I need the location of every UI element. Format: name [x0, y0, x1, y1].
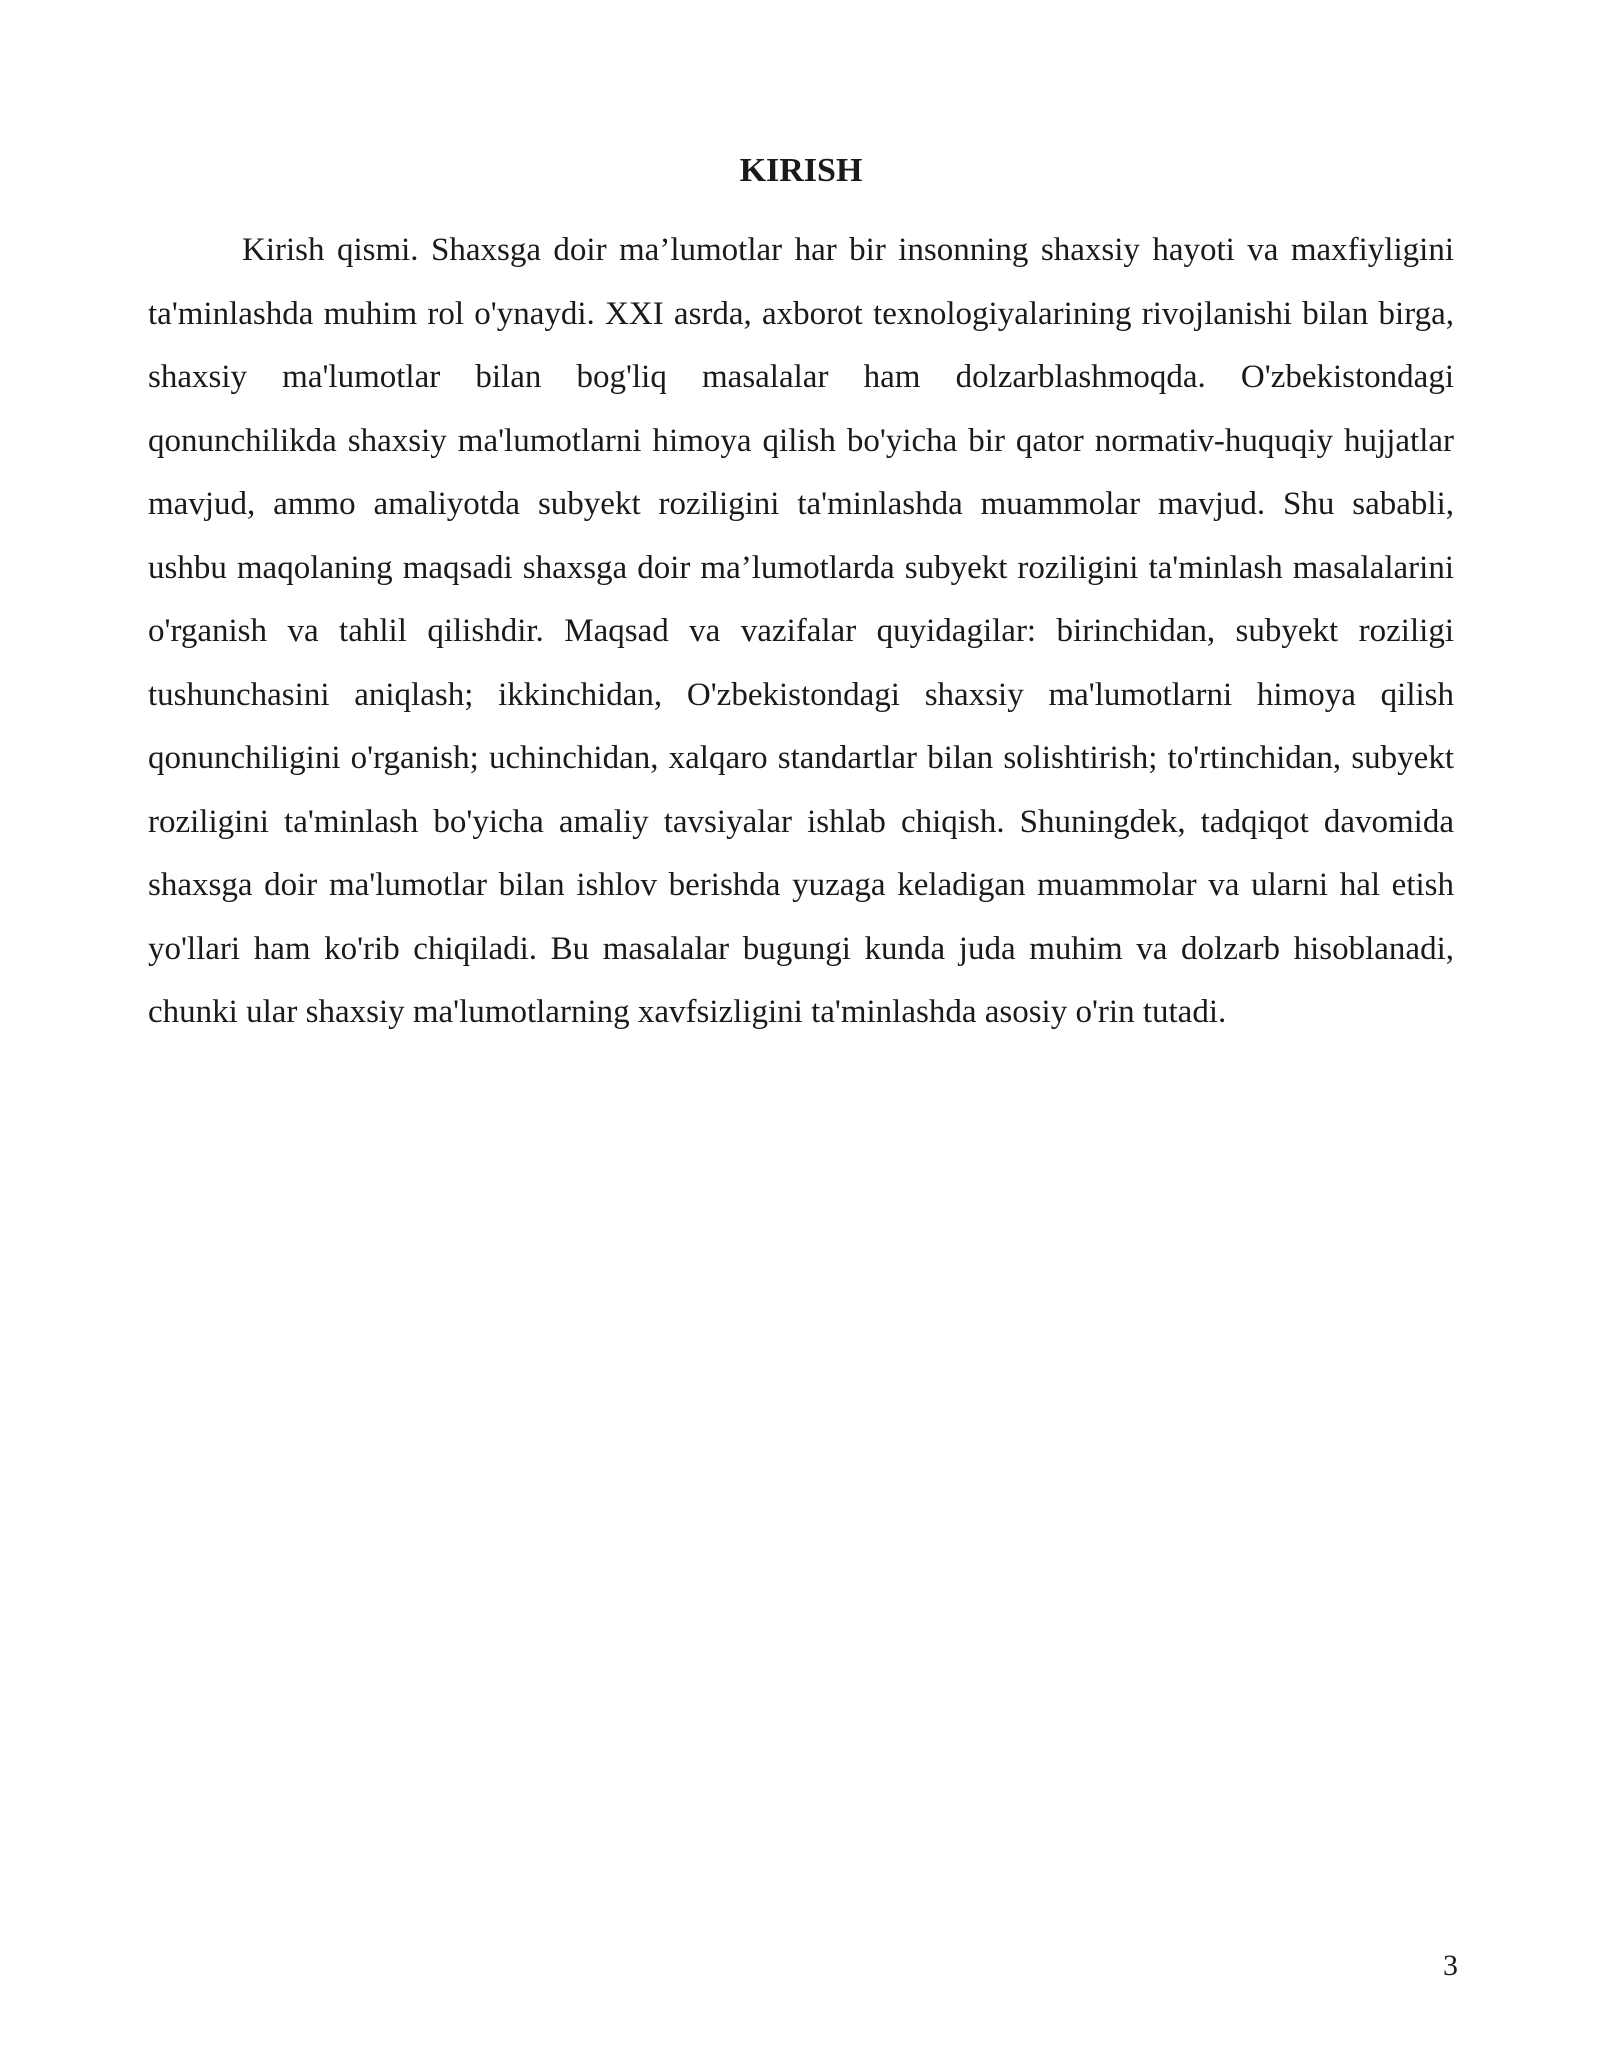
section-heading: KIRISH: [739, 152, 863, 189]
body-paragraph: Kirish qismi. Shaxsga doir ma’lumotlar har bir insonning shaxsiy hayoti va maxfiyligini ta'minlashda muhim rol o'ynaydi. XXI asrda, axborot texnologiyalarining rivojlanishi bilan birga, shaxsiy ma'lumotlar bilan bog'liq masalalar ham dolzarblashmoqda. O'zbekistondagi qonunchilikda shaxsiy ma'lumotlarni himoya qilish bo'yicha bir qator normativ-huquqiy hujjatlar mavjud, ammo amaliyotda subyekt roziligini ta'minlashda muammolar mavjud. Shu sababli, ushbu maqolaning maqsadi shaxsga doir ma’lumotlarda subyekt roziligini ta'minlash masalalarini o'rganish va tahlil qilishdir. Maqsad va vazifalar quyidagilar: birinchidan, subyekt roziligi tushunchasini aniqlash; ikkinchidan, O'zbekistondagi shaxsiy ma'lumotlarni himoya qilish qonunchiligini o'rganish; uchinchidan, xalqaro standartlar bilan solishtirish; to'rtinchidan, subyekt roziligini ta'minlash bo'yicha amaliy tavsiyalar ishlab chiqish. Shuningdek, tadqiqot davomida shaxsga doir ma'lumotlar bilan ishlov berishda yuzaga keladigan muammolar va ularni hal etish yo'llari ham ko'rib chiqiladi. Bu masalalar bugungi kunda juda muhim va dolzarb hisoblanadi, chunki ular shaxsiy ma'lumotlarning xavfsizligini ta'minlashda asosiy o'rin tutadi.: [148, 232, 1454, 1030]
page-number: 3: [1443, 1949, 1458, 1982]
